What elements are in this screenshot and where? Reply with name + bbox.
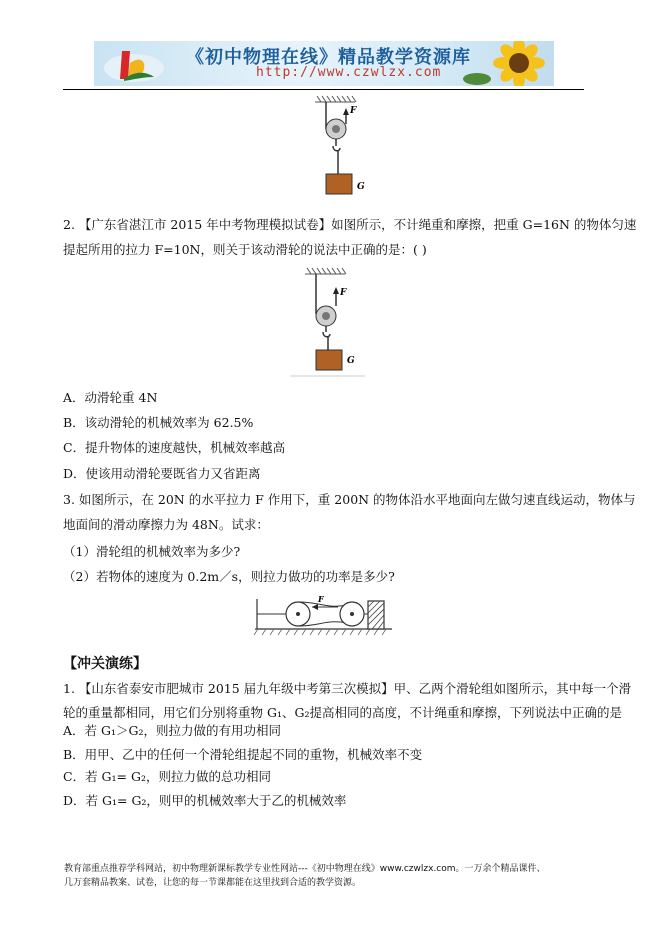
p1-option-b: B．用甲、乙中的任何一个滑轮组提起不同的重物，机械效率不变 <box>63 747 423 762</box>
p1-option-d: D．若 G₁= G₂，则甲的机械效率大于乙的机械效率 <box>63 793 347 808</box>
sunflower-icon <box>459 41 554 86</box>
q3-line-1: 3. 如图所示，在 20N 的水平拉力 F 作用下，重 200N 的物体沿水平地面向左做匀速直线运动，物体与 <box>63 492 636 507</box>
banner-title: 《初中物理在线》精品教学资源库 <box>186 47 471 68</box>
q2-option-d: D．使该用动滑轮要既省力又省距离 <box>63 466 261 481</box>
footer-line-1: 教育部重点推荐学科网站，初中物理新课标教学专业性网站---《初中物理在线》www.czwlzx.com。一万余个精品课件、 <box>64 864 546 874</box>
header-banner <box>94 41 554 86</box>
weight-label: G <box>357 182 365 192</box>
p1-line-1: 1. 【山东省泰安市肥城市 2015 届九年级中考第三次模拟】甲、乙两个滑轮组如图所示，其中每一个滑 <box>63 681 632 696</box>
q2-option-c: C．提升物体的速度越快，机械效率越高 <box>63 440 286 455</box>
pulley-figure-1 <box>300 94 375 204</box>
weight-label: G <box>347 356 355 366</box>
q2-option-a: A．动滑轮重 4N <box>63 390 158 405</box>
q3-sub-1: （1）滑轮组的机械效率为多少? <box>63 544 241 559</box>
p1-option-a: A．若 G₁＞G₂，则拉力做的有用功相同 <box>63 723 281 738</box>
banner-url: http://www.czwlzx.com <box>256 65 442 80</box>
force-label: F <box>350 106 357 116</box>
horizontal-pulley-figure <box>252 593 397 638</box>
force-label: F <box>318 594 324 604</box>
section-heading: 【冲关演练】 <box>63 656 147 672</box>
q3-line-2: 地面间的滑动摩擦力为 48N。试求： <box>63 517 269 532</box>
force-label: F <box>340 288 347 298</box>
q3-sub-2: （2）若物体的速度为 0.2m／s，则拉力做功的功率是多少? <box>63 569 395 584</box>
footer-line-2: 几万套精品教案、试卷，让您的每一节课都能在这里找到合适的教学资源。 <box>64 878 362 888</box>
p1-line-2: 轮的重量都相同，用它们分别将重物 G₁、G₂提高相同的高度，不计绳重和摩擦，下列说法中正确的是 <box>63 705 622 720</box>
q2-option-b: B．该动滑轮的机械效率为 62.5% <box>63 415 254 430</box>
header-rule <box>63 89 584 90</box>
q2-line-1: 2. 【广东省湛江市 2015 年中考物理模拟试卷】如图所示，不计绳重和摩擦，把重 G=16N 的物体匀速 <box>63 217 637 232</box>
pulley-figure-2 <box>290 266 365 378</box>
p1-option-c: C．若 G₁= G₂，则拉力做的总功相同 <box>63 769 271 784</box>
q2-line-2: 提起所用的拉力 F=10N，则关于该动滑轮的说法中正确的是：( ) <box>63 242 427 257</box>
site-logo-icon <box>94 41 184 86</box>
